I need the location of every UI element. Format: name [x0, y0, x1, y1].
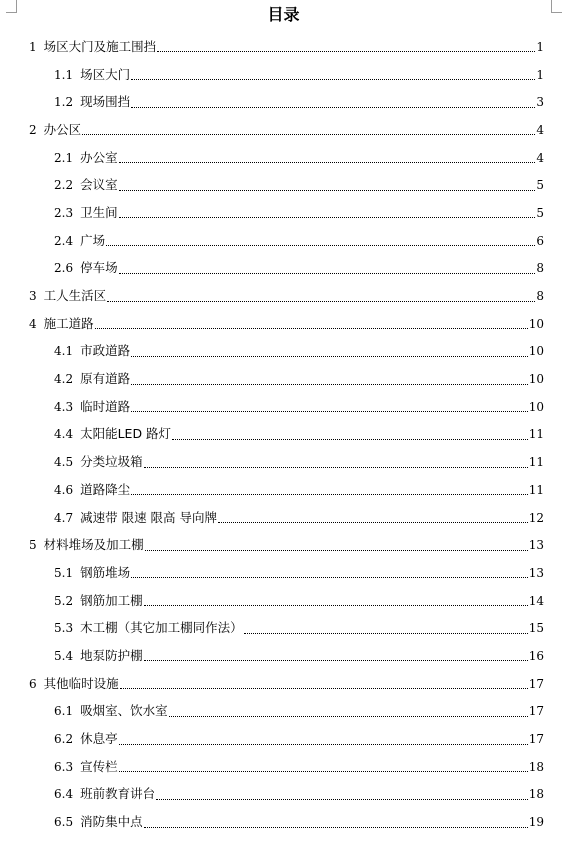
toc-page-number: 10	[528, 399, 544, 414]
toc-entry[interactable]	[0, 531, 567, 559]
toc-leader-dots	[172, 438, 528, 440]
toc-entry[interactable]	[0, 698, 567, 726]
toc-entry-title: 办公区	[43, 121, 82, 137]
toc-entry-title: 工人生活区	[43, 288, 107, 304]
toc-page-number: 15	[528, 621, 544, 636]
toc-entry-title: 木工棚（其它加工棚同作法）	[80, 620, 243, 636]
toc-page-number: 4	[536, 150, 544, 165]
toc-leader-dots	[131, 410, 528, 412]
toc-entry-title: 道路降尘	[80, 481, 131, 497]
toc-entry-title: 广场	[80, 232, 106, 248]
toc-leader-dots	[131, 576, 528, 578]
toc-entry-title: 消防集中点	[80, 814, 143, 830]
toc-entry-number: 4.1	[54, 344, 74, 359]
toc-page-number: 10	[528, 344, 544, 359]
toc-page-number: 19	[528, 815, 544, 830]
toc-entry[interactable]	[0, 642, 567, 670]
toc-entry-number: 2.1	[54, 150, 74, 165]
toc-entry-title: 地泵防护棚	[80, 647, 143, 663]
toc-leader-dots	[244, 632, 528, 634]
toc-page-number: 18	[528, 759, 544, 774]
toc-entry[interactable]	[0, 310, 567, 338]
toc-page-number: 6	[536, 233, 544, 248]
toc-entry-number: 6	[29, 676, 37, 691]
toc-leader-dots	[131, 106, 535, 108]
toc-entry-number: 5	[29, 538, 37, 553]
toc-entry-title: 减速带 限速 限高 导向牌	[80, 509, 218, 525]
toc-entry[interactable]	[0, 33, 567, 61]
toc-entry-title: 钢筋堆场	[80, 564, 131, 580]
toc-leader-dots	[131, 493, 528, 495]
toc-leader-dots	[131, 78, 535, 80]
toc-entry-number: 4.7	[54, 510, 74, 525]
toc-leader-dots	[119, 770, 528, 772]
toc-page-number: 13	[528, 538, 544, 553]
toc-page-number: 5	[536, 205, 544, 220]
toc-leader-dots	[144, 466, 528, 468]
toc-page-number: 8	[536, 289, 544, 304]
toc-leader-dots	[119, 272, 535, 274]
toc-entry[interactable]	[0, 670, 567, 698]
toc-entry-number: 2.4	[54, 233, 74, 248]
toc-leader-dots	[106, 244, 535, 246]
toc-entry[interactable]	[0, 753, 567, 781]
toc-entry[interactable]	[0, 448, 567, 476]
toc-leader-dots	[144, 659, 528, 661]
toc-leader-dots	[119, 743, 528, 745]
toc-entry-title: 施工道路	[43, 315, 94, 331]
toc-page-number: 4	[536, 122, 544, 137]
toc-entry[interactable]	[0, 421, 567, 449]
toc-entry[interactable]	[0, 282, 567, 310]
toc-entry-title: 市政道路	[80, 343, 131, 359]
table-of-contents	[0, 33, 567, 836]
toc-page-number: 8	[536, 261, 544, 276]
toc-entry-title: 办公室	[80, 149, 118, 165]
toc-entry-title: 宣传栏	[80, 758, 118, 774]
toc-entry-number: 5.3	[54, 621, 74, 636]
toc-entry-title: 临时道路	[80, 398, 131, 414]
toc-entry-number: 5.2	[54, 593, 74, 608]
toc-leader-dots	[144, 826, 528, 828]
toc-entry[interactable]	[0, 365, 567, 393]
toc-entry[interactable]	[0, 227, 567, 255]
toc-entry[interactable]	[0, 781, 567, 809]
toc-entry-title: 分类垃圾箱	[80, 454, 143, 470]
toc-entry-number: 6.1	[54, 704, 74, 719]
toc-entry-number: 2.2	[54, 178, 74, 193]
toc-entry-number: 4.4	[54, 427, 74, 442]
toc-entry[interactable]	[0, 559, 567, 587]
toc-entry-title: 休息亭	[80, 731, 118, 747]
toc-entry[interactable]	[0, 504, 567, 532]
toc-entry-title: 钢筋加工棚	[80, 592, 143, 608]
toc-entry-title: 场区大门	[80, 66, 131, 82]
toc-entry-number: 6.3	[54, 759, 74, 774]
toc-entry[interactable]	[0, 393, 567, 421]
toc-entry[interactable]	[0, 614, 567, 642]
toc-entry-number: 2	[29, 122, 37, 137]
toc-entry-number: 3	[29, 289, 37, 304]
toc-leader-dots	[157, 50, 535, 52]
toc-entry-number: 5.1	[54, 565, 74, 580]
toc-entry[interactable]	[0, 61, 567, 89]
toc-entry-number: 2.6	[54, 261, 74, 276]
toc-page-number: 11	[528, 455, 544, 470]
toc-entry-number: 6.2	[54, 732, 74, 747]
toc-entry[interactable]	[0, 171, 567, 199]
toc-entry-title: 卫生间	[80, 204, 118, 220]
toc-entry-title: 现场围挡	[80, 94, 131, 110]
toc-leader-dots	[131, 355, 528, 357]
toc-entry-number: 1.1	[54, 67, 74, 82]
toc-entry[interactable]	[0, 725, 567, 753]
toc-entry-number: 6.4	[54, 787, 74, 802]
toc-page-number: 17	[528, 676, 544, 691]
toc-leader-dots	[119, 189, 535, 191]
toc-entry-number: 2.3	[54, 205, 74, 220]
toc-entry[interactable]	[0, 116, 567, 144]
toc-page-number: 17	[528, 704, 544, 719]
toc-title: 目录	[267, 5, 300, 24]
toc-page-number: 1	[536, 39, 544, 54]
toc-page-number: 18	[528, 787, 544, 802]
toc-entry-number: 1.2	[54, 95, 74, 110]
toc-entry[interactable]	[0, 199, 567, 227]
toc-leader-dots	[107, 300, 535, 302]
toc-entry-number: 1	[29, 39, 37, 54]
toc-page-number: 13	[528, 565, 544, 580]
toc-page-number: 3	[536, 95, 544, 110]
toc-page-number: 1	[536, 67, 544, 82]
toc-leader-dots	[120, 687, 528, 689]
toc-entry-number: 4.2	[54, 372, 74, 387]
toc-entry-number: 4	[29, 316, 37, 331]
toc-page-number: 14	[528, 593, 544, 608]
toc-entry[interactable]	[0, 808, 567, 836]
toc-entry-title: 场区大门及施工围挡	[43, 38, 157, 54]
toc-page-number: 10	[528, 372, 544, 387]
toc-entry[interactable]	[0, 144, 567, 172]
toc-page-number: 17	[528, 732, 544, 747]
toc-page-number: 16	[528, 648, 544, 663]
toc-page-number: 12	[528, 510, 544, 525]
toc-page-number: 10	[528, 316, 544, 331]
toc-entry-title: 班前教育讲台	[80, 786, 156, 802]
toc-entry[interactable]	[0, 587, 567, 615]
toc-leader-dots	[218, 521, 528, 523]
toc-leader-dots	[82, 133, 535, 135]
toc-page-number: 5	[536, 178, 544, 193]
toc-entry-number: 6.5	[54, 815, 74, 830]
toc-entry-number: 4.5	[54, 455, 74, 470]
toc-leader-dots	[169, 715, 528, 717]
toc-leader-dots	[119, 216, 535, 218]
toc-entry-title: 其他临时设施	[43, 675, 119, 691]
toc-entry[interactable]	[0, 338, 567, 366]
toc-entry-number: 5.4	[54, 648, 74, 663]
toc-entry-title: 吸烟室、饮水室	[80, 703, 168, 719]
toc-entry[interactable]	[0, 476, 567, 504]
toc-entry-title: 会议室	[80, 177, 118, 193]
toc-page-number: 11	[528, 427, 544, 442]
toc-leader-dots	[145, 549, 528, 551]
toc-leader-dots	[119, 161, 535, 163]
toc-entry-title: 停车场	[80, 260, 118, 276]
toc-entry[interactable]	[0, 88, 567, 116]
toc-entry-title: 材料堆场及加工棚	[43, 537, 144, 553]
toc-entry-number: 4.3	[54, 399, 74, 414]
toc-leader-dots	[144, 604, 528, 606]
toc-page-number: 11	[528, 482, 544, 497]
toc-leader-dots	[131, 383, 528, 385]
toc-entry-title: 太阳能LED 路灯	[80, 426, 172, 442]
toc-entry-number: 4.6	[54, 482, 74, 497]
toc-entry[interactable]	[0, 255, 567, 283]
toc-entry-title: 原有道路	[80, 371, 131, 387]
toc-leader-dots	[156, 798, 528, 800]
toc-leader-dots	[95, 327, 528, 329]
